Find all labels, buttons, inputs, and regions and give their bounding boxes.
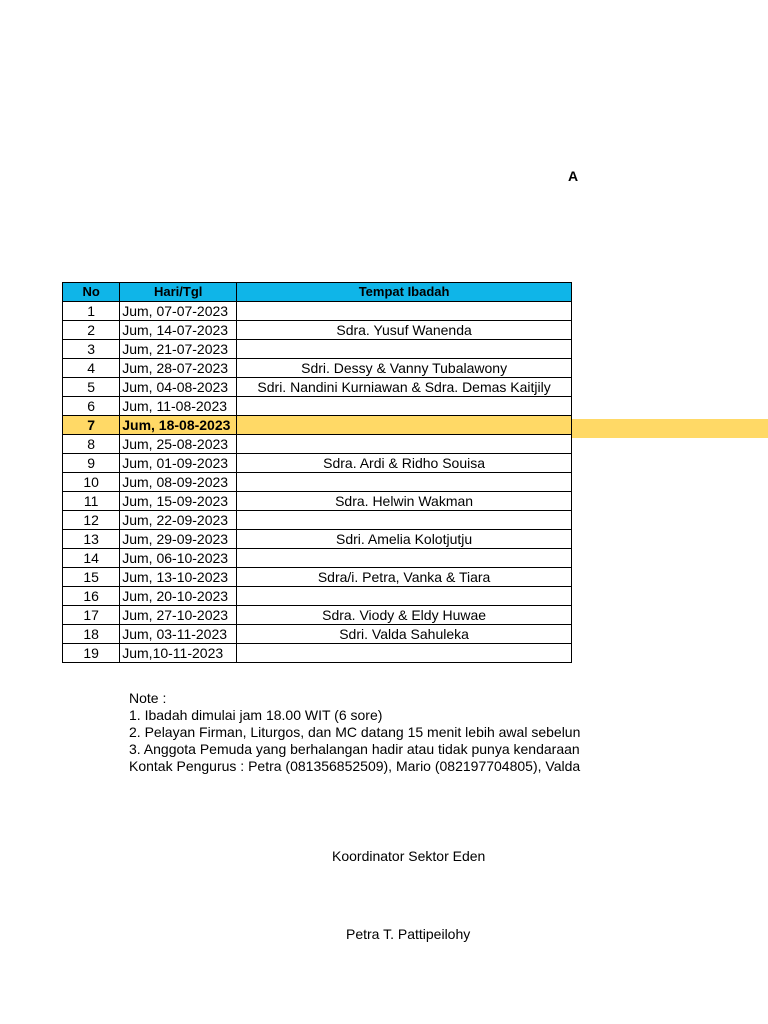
cell-no: 8 (63, 435, 120, 454)
schedule-table (62, 282, 572, 663)
notes-title: Note : (129, 690, 167, 706)
note-item: 2. Pelayan Firman, Liturgos, dan MC datang 15 menit lebih awal sebelun (129, 724, 581, 740)
cell-date: Jum, 03-11-2023 (120, 625, 237, 644)
cell-place: Sdri. Nandini Kurniawan & Sdra. Demas Kaitjily (237, 378, 572, 397)
signature-name: Petra T. Pattipeilohy (346, 926, 471, 942)
table-row (63, 587, 572, 606)
table-row (63, 511, 572, 530)
table-row (63, 302, 572, 321)
cell-place (237, 587, 572, 606)
cell-no: 4 (63, 359, 120, 378)
cell-date: Jum, 28-07-2023 (120, 359, 237, 378)
cell-no: 15 (63, 568, 120, 587)
cell-no: 2 (63, 321, 120, 340)
cell-no: 17 (63, 606, 120, 625)
cell-date: Jum, 07-07-2023 (120, 302, 237, 321)
cell-date: Jum, 29-09-2023 (120, 530, 237, 549)
cell-no: 1 (63, 302, 120, 321)
table-header-row (63, 283, 572, 302)
cell-no: 10 (63, 473, 120, 492)
cell-no: 6 (63, 397, 120, 416)
cell-place: Sdra. Viody & Eldy Huwae (237, 606, 572, 625)
cell-date: Jum, 13-10-2023 (120, 568, 237, 587)
cell-date: Jum, 18-08-2023 (120, 416, 237, 435)
table-row (63, 416, 572, 435)
table-row (63, 568, 572, 587)
cell-place (237, 397, 572, 416)
cell-place (237, 549, 572, 568)
highlight-row-extension (572, 419, 768, 438)
table-row (63, 473, 572, 492)
cell-no: 18 (63, 625, 120, 644)
note-contact: Kontak Pengurus : Petra (081356852509), Mario (082197704805), Valda (129, 758, 581, 774)
cell-place (237, 340, 572, 359)
cell-place: Sdra. Ardi & Ridho Souisa (237, 454, 572, 473)
cell-place: Sdra/i. Petra, Vanka & Tiara (237, 568, 572, 587)
cell-no: 5 (63, 378, 120, 397)
cell-place: Sdri. Dessy & Vanny Tubalawony (237, 359, 572, 378)
table-row (63, 549, 572, 568)
table-body (63, 302, 572, 663)
cell-date: Jum, 22-09-2023 (120, 511, 237, 530)
cell-no: 14 (63, 549, 120, 568)
cell-place (237, 416, 572, 435)
cell-date: Jum, 11-08-2023 (120, 397, 237, 416)
header-fragment: A (568, 168, 579, 184)
cell-place: Sdri. Amelia Kolotjutju (237, 530, 572, 549)
cell-place: Sdra. Helwin Wakman (237, 492, 572, 511)
cell-no: 9 (63, 454, 120, 473)
table-row (63, 359, 572, 378)
note-item: 3. Anggota Pemuda yang berhalangan hadir atau tidak punya kendaraan (129, 741, 580, 757)
cell-no: 3 (63, 340, 120, 359)
cell-date: Jum, 04-08-2023 (120, 378, 237, 397)
note-item: 1. Ibadah dimulai jam 18.00 WIT (6 sore) (129, 707, 383, 723)
cell-place: Sdri. Valda Sahuleka (237, 625, 572, 644)
cell-place (237, 644, 572, 663)
table-row (63, 606, 572, 625)
cell-date: Jum, 08-09-2023 (120, 473, 237, 492)
cell-date: Jum, 27-10-2023 (120, 606, 237, 625)
table-row (63, 644, 572, 663)
table-row (63, 321, 572, 340)
table-row (63, 530, 572, 549)
cell-date: Jum, 06-10-2023 (120, 549, 237, 568)
table-row (63, 397, 572, 416)
signature-role: Koordinator Sektor Eden (332, 848, 486, 864)
header-no: No (63, 283, 120, 302)
cell-date: Jum,10-11-2023 (120, 644, 237, 663)
cell-place (237, 302, 572, 321)
cell-date: Jum, 15-09-2023 (120, 492, 237, 511)
cell-no: 12 (63, 511, 120, 530)
header-place: Tempat Ibadah (237, 283, 572, 302)
notes-section (129, 690, 580, 775)
cell-place (237, 473, 572, 492)
cell-date: Jum, 25-08-2023 (120, 435, 237, 454)
cell-place (237, 511, 572, 530)
table-row (63, 340, 572, 359)
cell-date: Jum, 20-10-2023 (120, 587, 237, 606)
cell-date: Jum, 14-07-2023 (120, 321, 237, 340)
cell-date: Jum, 01-09-2023 (120, 454, 237, 473)
cell-place: Sdra. Yusuf Wanenda (237, 321, 572, 340)
cell-no: 11 (63, 492, 120, 511)
cell-no: 13 (63, 530, 120, 549)
header-date: Hari/Tgl (120, 283, 237, 302)
cell-place (237, 435, 572, 454)
table-row (63, 625, 572, 644)
table-row (63, 454, 572, 473)
table-row (63, 492, 572, 511)
table-row (63, 378, 572, 397)
cell-date: Jum, 21-07-2023 (120, 340, 237, 359)
cell-no: 19 (63, 644, 120, 663)
cell-no: 16 (63, 587, 120, 606)
cell-no: 7 (63, 416, 120, 435)
table-row (63, 435, 572, 454)
